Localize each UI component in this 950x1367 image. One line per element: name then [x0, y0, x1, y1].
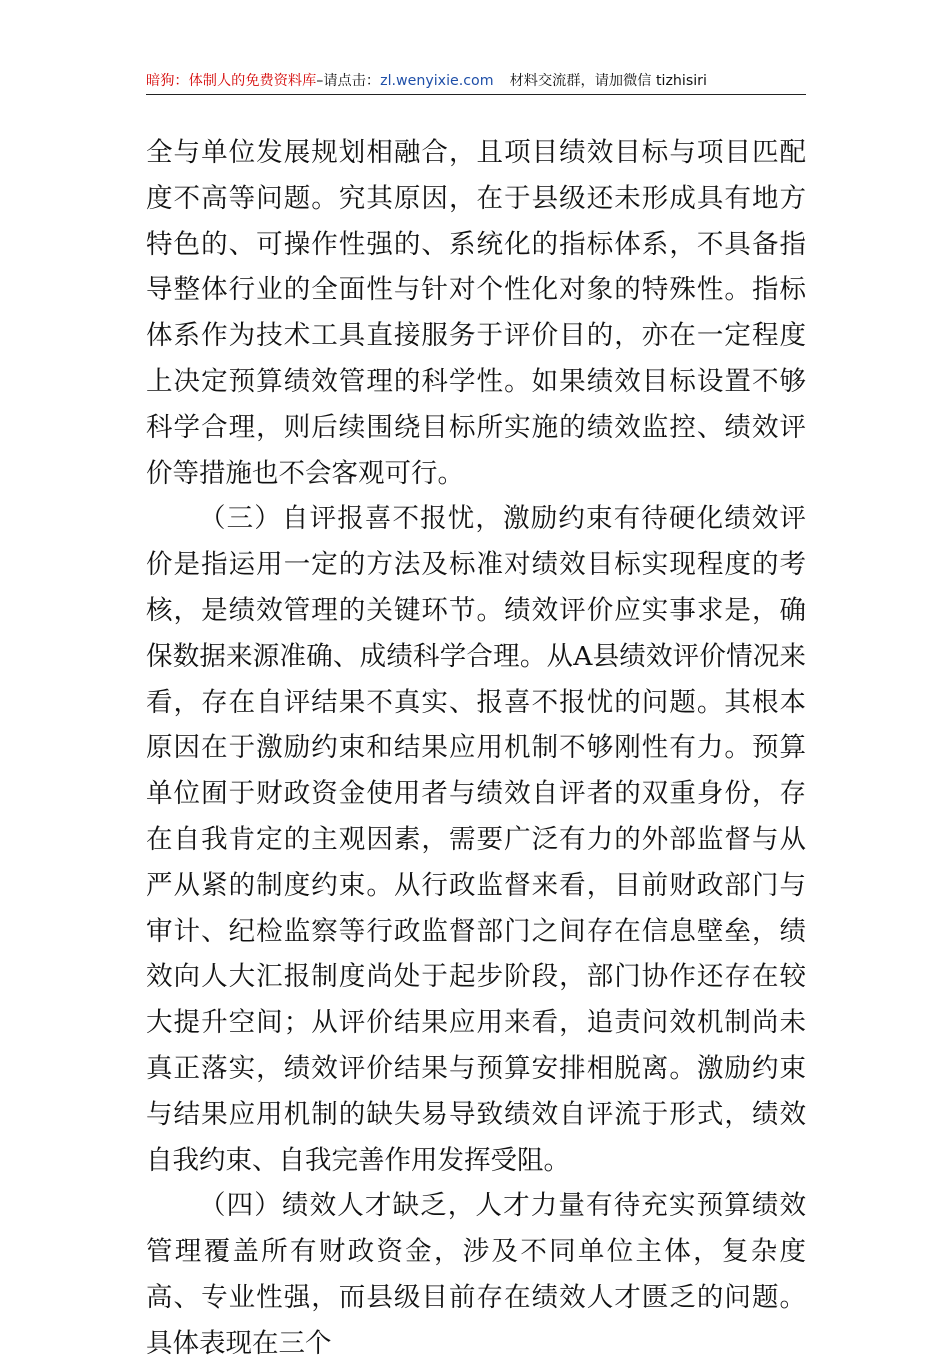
header-link[interactable]: zl.wenyixie.com	[380, 73, 494, 89]
header-brand: 暗狗：体制人的免费资料库	[146, 73, 317, 89]
paragraph-1: 全与单位发展规划相融合，且项目绩效目标与项目匹配度不高等问题。究其原因，在于县级还未形成具有地方特色的、可操作性强的、系统化的指标体系，不具备指导整体行业的全面性与针对个性化对象的特殊性。指标体系作为技术工具直接服务于评价目的，亦在一定程度上决定预算绩效管理的科学性。如果绩效目标设置不够科学合理，则后续围绕目标所实施的绩效监控、绩效评价等措施也不会客观可行。	[146, 137, 806, 489]
header-wechat-note: 材料交流群，请加微信 tizhisiri	[509, 73, 707, 89]
header-link-prefix: –请点击：	[316, 73, 381, 89]
paragraph-2: （三）自评报喜不报忧，激励约束有待硬化绩效评价是指运用一定的方法及标准对绩效目标实现程度的考核，是绩效管理的关键环节。绩效评价应实事求是，确保数据来源准确、成绩科学合理。从A县绩效评价情况来看，存在自评结果不真实、报喜不报忧的问题。其根本原因在于激励约束和结果应用机制不够刚性有力。预算单位囿于财政资金使用者与绩效自评者的双重身份，存在自我肯定的主观因素，需要广泛有力的外部监督与从严从紧的制度约束。从行政监督来看，目前财政部门与审计、纪检监察等行政监督部门之间存在信息壁垒，绩效向人大汇报制度尚处于起步阶段，部门协作还存在较大提升空间；从评价结果应用来看，追责问效机制尚未真正落实，绩效评价结果与预算安排相脱离。激励约束与结果应用机制的缺失易导致绩效自评流于形式，绩效自我约束、自我完善作用发挥受阻。	[146, 503, 806, 1176]
page-header	[146, 70, 806, 95]
document-body	[146, 130, 806, 1367]
paragraph-3: （四）绩效人才缺乏，人才力量有待充实预算绩效管理覆盖所有财政资金，涉及不同单位主体，复杂度高、专业性强，而县级目前存在绩效人才匮乏的问题。具体表现在三个	[146, 1190, 806, 1359]
